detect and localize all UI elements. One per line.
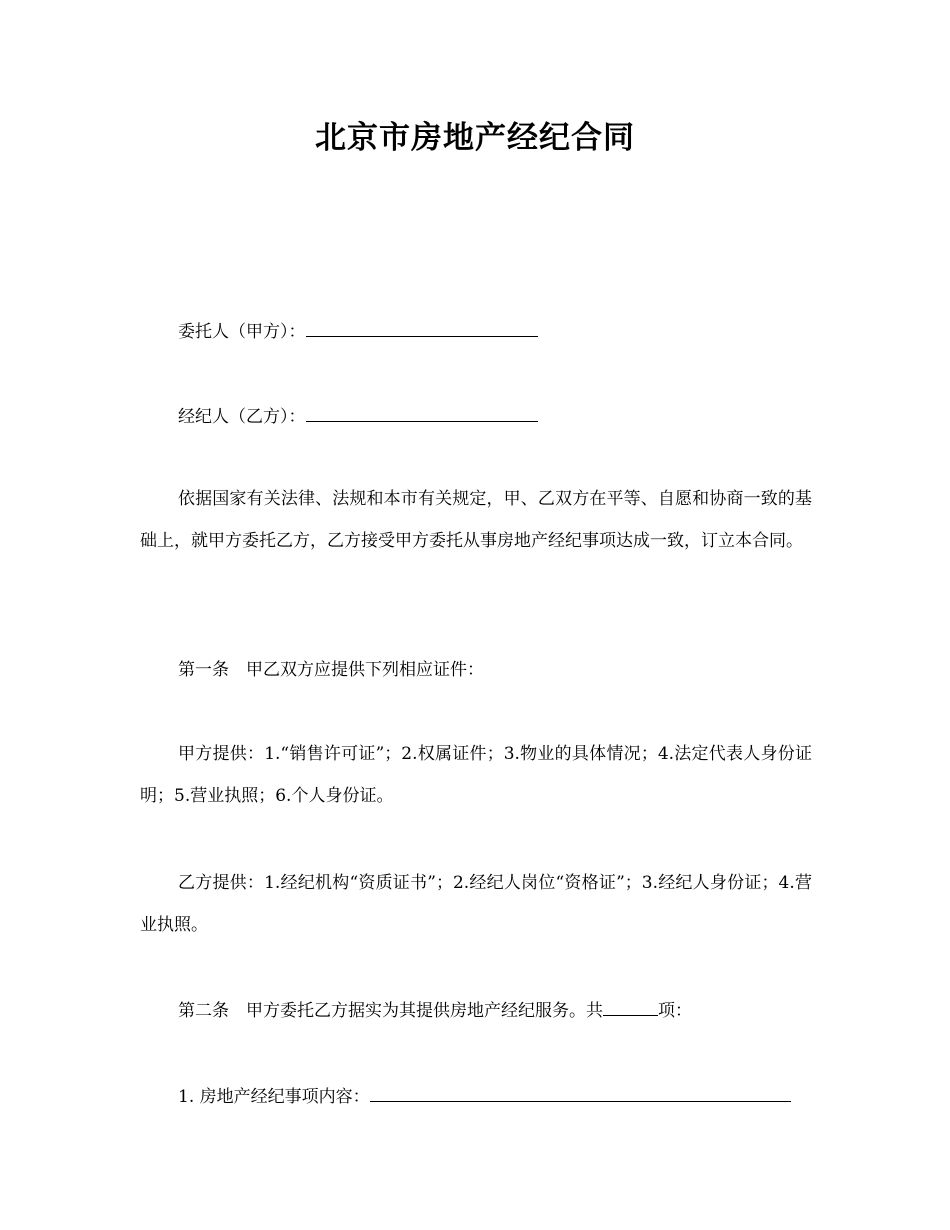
page-title: 北京市房地产经纪合同 [315,120,635,156]
party-b-label: 经纪人（乙方）： [178,407,306,427]
item1-line [178,1085,791,1108]
article2-count-blank[interactable] [603,999,658,1016]
party-b-blank[interactable] [306,405,538,422]
party-a-blank[interactable] [306,320,538,337]
party-a-label: 委托人（甲方）： [178,322,306,342]
article1-heading: 第一条 甲乙双方应提供下列相应证件： [178,660,484,680]
party-b-line [178,405,538,428]
article2-suffix: 项： [658,1001,692,1021]
article1-party-a-paragraph: 甲方提供：1.“销售许可证”；2.权属证件；3.物业的具体情况；4.法定代表人身份证明；5.营业执照；6.个人身份证。 [140,744,812,806]
item1-blank[interactable] [370,1085,791,1102]
party-a-line [178,320,538,343]
article2-prefix: 第二条 甲方委托乙方据实为其提供房地产经纪服务。共 [178,1001,603,1021]
item1-label: 1. 房地产经纪事项内容： [178,1087,370,1107]
article1-party-b-paragraph: 乙方提供：1.经纪机构“资质证书”；2.经纪人岗位“资格证”；3.经纪人身份证；4.营业执照。 [140,873,812,935]
article2-line [178,999,692,1022]
intro-paragraph: 依据国家有关法律、法规和本市有关规定，甲、乙双方在平等、自愿和协商一致的基础上，就甲方委托乙方，乙方接受甲方委托从事房地产经纪事项达成一致，订立本合同。 [140,489,812,551]
